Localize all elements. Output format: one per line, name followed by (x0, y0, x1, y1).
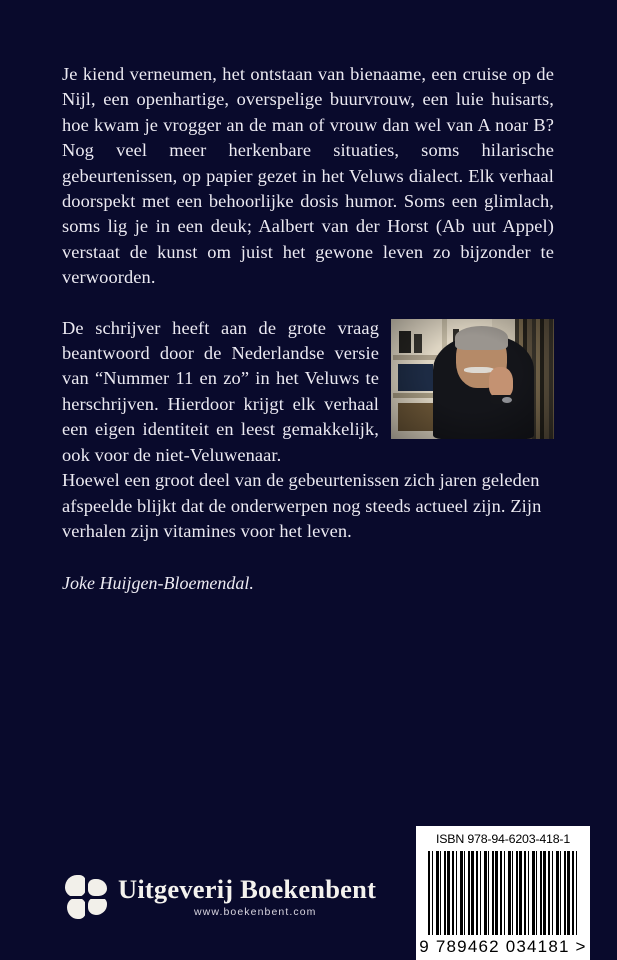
author-portrait-photo (391, 319, 554, 439)
publisher-name: Uitgeverij Boekenbent (118, 873, 377, 904)
publisher-text (118, 873, 377, 918)
isbn-label: ISBN 978-94-6203-418-1 (435, 832, 571, 846)
publisher-logo-block (64, 872, 376, 922)
blurb-paragraph-1: Je kiend verneumen, het ontstaan van bienaame, een cruise op de Nijl, een openhartige, overspelige buurvrouw, een luie huisarts, hoe kwam je vrogger an de man of vrouw dan wel van A noar B? Nog veel meer herkenbare situaties, soms hilarische gebeurtenissen, op papier gezet in het Veluws dialect. Elk verhaal doorspekt met een behoorlijke dosis humor. Soms een glimlach, soms lig je in een deuk; Aalbert van der Horst (Ab uut Appel) verstaat de kunst om juist het gewone leven zo bijzonder te verwoorden. (62, 64, 554, 288)
blurb-text-block (62, 62, 554, 595)
butterfly-logo-icon (64, 872, 110, 922)
blurb-paragraph-2-wrapper (62, 316, 554, 468)
publisher-url: www.boekenbent.com (194, 906, 317, 918)
isbn-barcode (416, 826, 590, 960)
blurb-signature: Joke Huijgen-Bloemendal. (62, 573, 254, 594)
barcode-bars (428, 851, 578, 935)
photo-vignette (391, 319, 554, 439)
barcode-digits: 9 789462 034181 > (419, 937, 587, 956)
blurb-paragraph-2: De schrijver heeft aan de grote vraag beantwoord door de Nederlandse versie van “Nummer 11 en zo” in het Veluws te herschrijven. Hierdoor krijgt elk verhaal een eigen identiteit en leest gemakkelijk, ook voor de niet-Veluwenaar. (62, 317, 379, 465)
blurb-paragraph-3: Hoewel een groot deel van de gebeurtenissen zich jaren geleden afspeelde blijkt dat de onderwerpen nog steeds actueel zijn. Zijn verhalen zijn vitamines voor het leven. (62, 470, 542, 541)
